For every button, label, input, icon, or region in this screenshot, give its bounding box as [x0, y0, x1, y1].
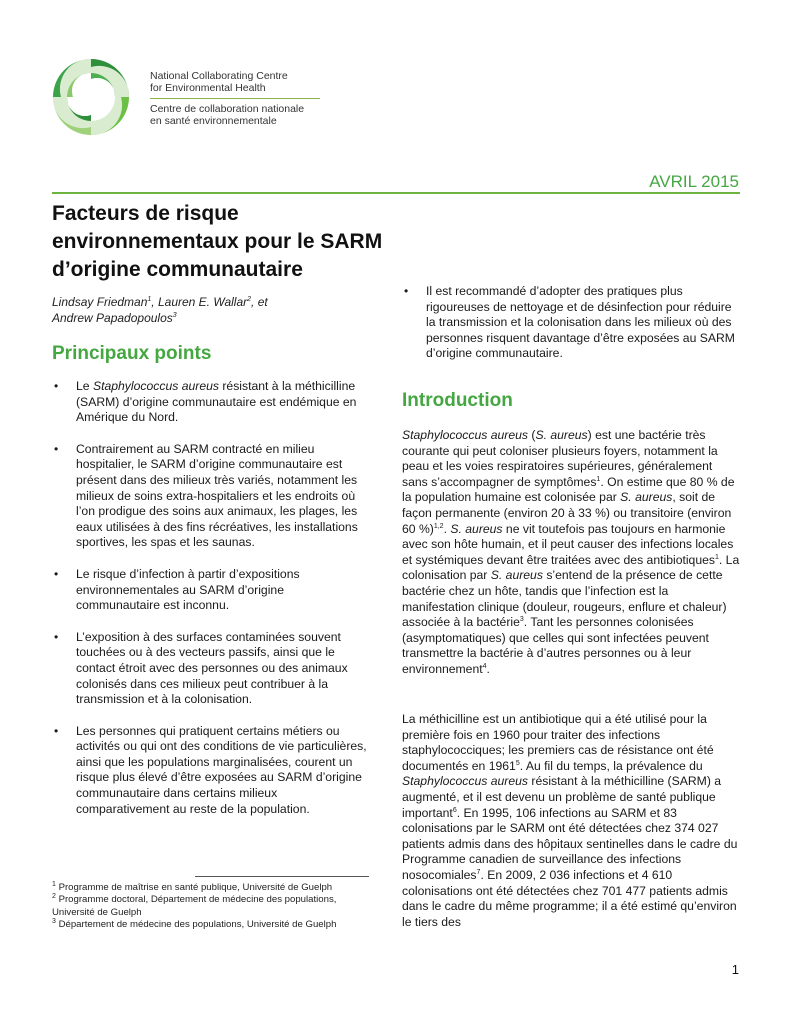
title-line-2: environnementaux pour le SARM	[52, 230, 383, 253]
principaux-points-list	[52, 379, 370, 833]
p2-ref-2: 6	[452, 806, 457, 814]
p1-ref-3: 1	[715, 553, 719, 561]
author-3: Andrew Papadopoulos	[52, 311, 173, 325]
p2-t2: . Au fil du temps, la prévalence du	[519, 758, 703, 773]
footnote-3	[52, 919, 352, 931]
title-line-3: d’origine communautaire	[52, 258, 303, 281]
introduction-paragraph-1	[402, 428, 740, 678]
p1-t6: S. aureus	[620, 490, 673, 505]
authors	[52, 294, 352, 326]
p2-t5: . En 1995, 106 infections au SARM et 83 colonisations par le SARM ont été détectées chez 374 027 patients admis dans des hôpitaux sentinelles dans le cadre du Programme canadien de surveillance des infections nosocomiales	[402, 805, 738, 882]
b1-post: résistant à la méthicilline (SARM) d’origine communautaire est endémique en Amérique du Nord.	[76, 379, 357, 425]
p1-t7: , soit de façon permanente (environ 20 à 33 %) ou transitoire (environ 60 %)	[402, 490, 732, 536]
p2-t4: résistant à la méthicilline (SARM) a augmenté, et il est devenu un problème de santé publique important	[402, 774, 722, 820]
p1-t10: ne vit toutefois pas toujours en harmonie avec son hôte humain, et il peut causer des infections locales et systémiques devant être traitées avec des antibiotiques	[402, 521, 734, 567]
page-number: 1	[731, 962, 739, 977]
author-1: Lindsay Friedman	[52, 295, 148, 309]
author-2-note: 2	[247, 296, 252, 303]
p2-ref-3: 7	[476, 868, 481, 876]
principaux-points-heading: Principaux points	[52, 343, 212, 364]
p1-t14: . Tant les personnes colonisées (asymptomatiques) que celles qui sont infectées peuvent transmettre la bactérie à d’autres personnes ou à leur environnement	[402, 615, 709, 676]
p1-t5: . On estime que 80 % de la population humaine est colonisée par	[402, 474, 735, 505]
footnote-3-num: 3	[52, 918, 56, 926]
footnote-2-text: Programme doctoral, Département de médecine des populations, Université de Guelph	[52, 894, 337, 918]
list-item: • Les personnes qui pratiquent certains métiers ou activités ou qui ont des conditions de vie particulières, ainsi que les populations marginalisées, courent un risque plus élevé d’être exposées au SARM d’origine communautaire dans certains milieux comparativement au reste de la population.	[52, 724, 370, 818]
org-name-fr-line2: en santé environnementale	[150, 115, 277, 127]
p1-t3: S. aureus	[535, 428, 588, 442]
p1-t2: (	[528, 428, 536, 442]
p1-t4: ) est une bactérie très courante qui peut coloniser plusieurs foyers, notamment la peau et les voies respiratoires supérieures, généralement sans s’accompagner de symptômes	[402, 428, 718, 489]
footnote-1-num: 1	[52, 880, 56, 888]
page-title	[52, 200, 432, 284]
footnote-3-text: Département de médecine des populations, Université de Guelph	[55, 919, 337, 931]
p1-t8: .	[443, 521, 451, 536]
author-sep-1: ,	[151, 295, 158, 309]
footnotes	[52, 882, 352, 932]
org-name-en-line1: National Collaborating Centre	[150, 70, 288, 82]
p1-t12: S. aureus	[490, 568, 543, 583]
footnote-2-num: 2	[52, 893, 56, 901]
p2-t6: . En 2009, 2 036 infections et 4 610 colonisations ont été détectées chez 701 477 patients admis dans le cadre du même programme; il a été estimé qu’environ le tiers des	[402, 867, 737, 929]
p1-t13: s’entend de la présence de cette bactérie chez un hôte, tandis que l’infection est la manifestation clinique (douleur, rougeurs, enflure et chaleur) associée à la bactérie	[402, 568, 727, 630]
p1-ref-1: 1	[596, 475, 601, 483]
list-item: • Contrairement au SARM contracté en milieu hospitalier, le SARM d’origine communautaire est présent dans des milieux très variés, notamment les milieux de soins extra-hospitaliers et les endroits où l’on prodigue des soins aux animaux, les plages, les eaux utilisées à des fins récréatives, les installations sportives, les spas et les saunas.	[52, 442, 370, 551]
publication-date: AVRIL 2015	[649, 172, 739, 191]
p1-t15: .	[486, 661, 490, 676]
org-name-en-line2: for Environmental Health	[150, 82, 266, 94]
author-sep-2: , et	[251, 295, 268, 309]
org-name-en	[150, 70, 288, 94]
principaux-points-list-continued	[402, 284, 738, 362]
p1-t11: . La colonisation par	[402, 552, 740, 583]
p2-t3: Staphylococcus aureus	[402, 774, 529, 789]
org-name-fr-line1: Centre de collaboration nationale	[150, 103, 305, 115]
p1-ref-4: 3	[519, 616, 524, 624]
footnote-1-text: Programme de maîtrise en santé publique, Université de Guelph	[55, 882, 333, 893]
list-item: • Le risque d’infection à partir d’expositions environnementales au SARM d’origine communautaire est inconnu.	[52, 567, 370, 614]
title-line-1: Facteurs de risque	[52, 202, 239, 225]
org-divider	[150, 98, 320, 99]
org-name-fr	[150, 103, 304, 127]
p2-t1: La méthicilline est un antibiotique qui a été utilisé pour la première fois en 1960 pour traiter des infections staphylococciques; les premiers cas de résistance ont été documentés en 1961	[402, 712, 714, 773]
p2-ref-1: 5	[515, 759, 520, 767]
list-item	[52, 379, 370, 426]
b1-italic: Staphylococcus aureus	[92, 379, 219, 393]
p1-t1: Staphylococcus aureus	[402, 428, 529, 442]
p1-ref-5: 4	[482, 662, 487, 670]
b1-pre: Le	[76, 379, 93, 393]
introduction-heading: Introduction	[402, 390, 513, 411]
author-3-note: 3	[172, 312, 177, 319]
nccеh-logo-icon	[50, 56, 132, 138]
introduction-paragraph-2	[402, 712, 740, 930]
author-1-note: 1	[147, 296, 152, 303]
list-item: • L’exposition à des surfaces contaminées souvent touchées ou à des vecteurs passifs, ainsi que le contact étroit avec des personnes ou des animaux colonisés dans ces milieux peut contribuer à la transmission et à la colonisation.	[52, 630, 370, 708]
footnote-rule	[195, 876, 369, 877]
footnote-2	[52, 894, 352, 919]
footnote-1	[52, 882, 352, 894]
author-2: Lauren E. Wallar	[157, 295, 248, 309]
p1-ref-2: 1,2	[433, 522, 444, 530]
p1-t9: S. aureus	[450, 521, 503, 536]
list-item: • Il est recommandé d’adopter des pratiques plus rigoureuses de nettoyage et de désinfection pour réduire la transmission et la colonisation dans les milieux où des personnes risquent davantage d’être exposées au SARM d’origine communautaire.	[402, 284, 738, 362]
header-rule	[52, 192, 740, 194]
